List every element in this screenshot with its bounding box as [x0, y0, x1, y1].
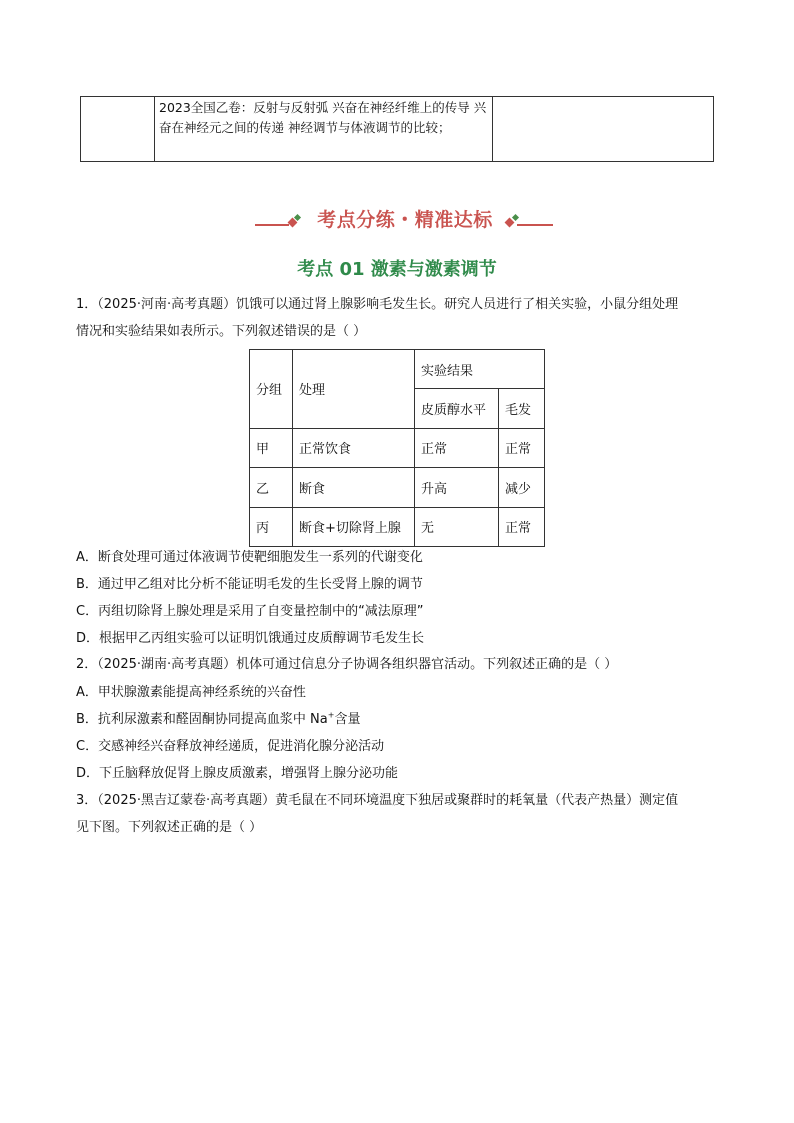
question-1-stem-line1: 1．（2025·河南·高考真题）饥饿可以通过肾上腺影响毛发生长。研究人员进行了相关实验，小鼠分组处理 [76, 297, 679, 312]
table-cell-empty [493, 97, 714, 162]
question-2-option-d: D．下丘脑释放促肾上腺皮质激素，增强肾上腺分泌功能 [76, 766, 399, 781]
header-hair: 毛发 [499, 389, 545, 428]
question-1-stem-line2: 情况和实验结果如表所示。下列叙述错误的是（ ） [76, 324, 367, 339]
cell-group: 丙 [250, 507, 293, 546]
cell-hair: 正常 [499, 428, 545, 467]
table-cell-topics [155, 97, 493, 162]
cell-group: 乙 [250, 468, 293, 507]
cell-hair: 减少 [499, 468, 545, 507]
cell-cortisol: 无 [415, 507, 499, 546]
banner-ornament-right-small [512, 214, 519, 221]
table-row [250, 468, 545, 507]
table-cell-empty [81, 97, 155, 162]
banner-title: 考点分练・精准达标 [317, 209, 493, 231]
table-row [250, 507, 545, 546]
question-1-option-c: C．丙组切除肾上腺处理是采用了自变量控制中的“减法原理” [76, 604, 424, 619]
option-b-tail: 含量 [334, 712, 361, 727]
option-b-text: B．抗利尿激素和醛固酮协同提高血浆中 Na [76, 712, 328, 727]
topic-table [80, 96, 714, 162]
cell-cortisol: 升高 [415, 468, 499, 507]
section-banner [255, 203, 555, 237]
table-header-row [250, 350, 545, 389]
question-1-option-b: B．通过甲乙组对比分析不能证明毛发的生长受肾上腺的调节 [76, 577, 423, 592]
question-3-stem-line2: 见下图。下列叙述正确的是（ ） [76, 820, 263, 835]
header-cortisol: 皮质醇水平 [415, 389, 499, 428]
header-treatment: 处理 [293, 350, 415, 429]
question-2-stem: 2．（2025·湖南·高考真题）机体可通过信息分子协调各组织器官活动。下列叙述正确的是（ ） [76, 657, 618, 672]
cell-group: 甲 [250, 428, 293, 467]
banner-line-left [255, 224, 289, 226]
cell-treatment: 断食 [293, 468, 415, 507]
banner-line-right [517, 224, 553, 226]
question-3-stem-line1: 3．（2025·黑吉辽蒙卷·高考真题）黄毛鼠在不同环境温度下独居或聚群时的耗氧量（代表产热量）测定值 [76, 793, 679, 808]
subsection-title: 考点 01 激素与激素调节 [297, 259, 497, 280]
question-1-option-a: A．断食处理可通过体液调节使靶细胞发生一系列的代谢变化 [76, 550, 423, 565]
cell-cortisol: 正常 [415, 428, 499, 467]
cell-hair: 正常 [499, 507, 545, 546]
question-1-option-d: D．根据甲乙丙组实验可以证明饥饿通过皮质醇调节毛发生长 [76, 631, 425, 646]
question-2-option-b [76, 710, 726, 730]
header-result: 实验结果 [415, 350, 545, 389]
table-row [81, 97, 714, 162]
question-2-option-c: C．交感神经兴奋释放神经递质，促进消化腺分泌活动 [76, 739, 385, 754]
header-group: 分组 [250, 350, 293, 429]
table-row [250, 428, 545, 467]
sodium-charge: + [327, 710, 335, 720]
cell-treatment: 正常饮食 [293, 428, 415, 467]
cell-treatment: 断食+切除肾上腺 [293, 507, 415, 546]
question-2-option-a: A．甲状腺激素能提高神经系统的兴奋性 [76, 685, 306, 700]
topic-text: 2023全国乙卷：反射与反射弧 兴奋在神经纤维上的传导 兴奋在神经元之间的传递 神经调节与体液调节的比较； [159, 100, 487, 135]
experiment-table [249, 349, 545, 547]
